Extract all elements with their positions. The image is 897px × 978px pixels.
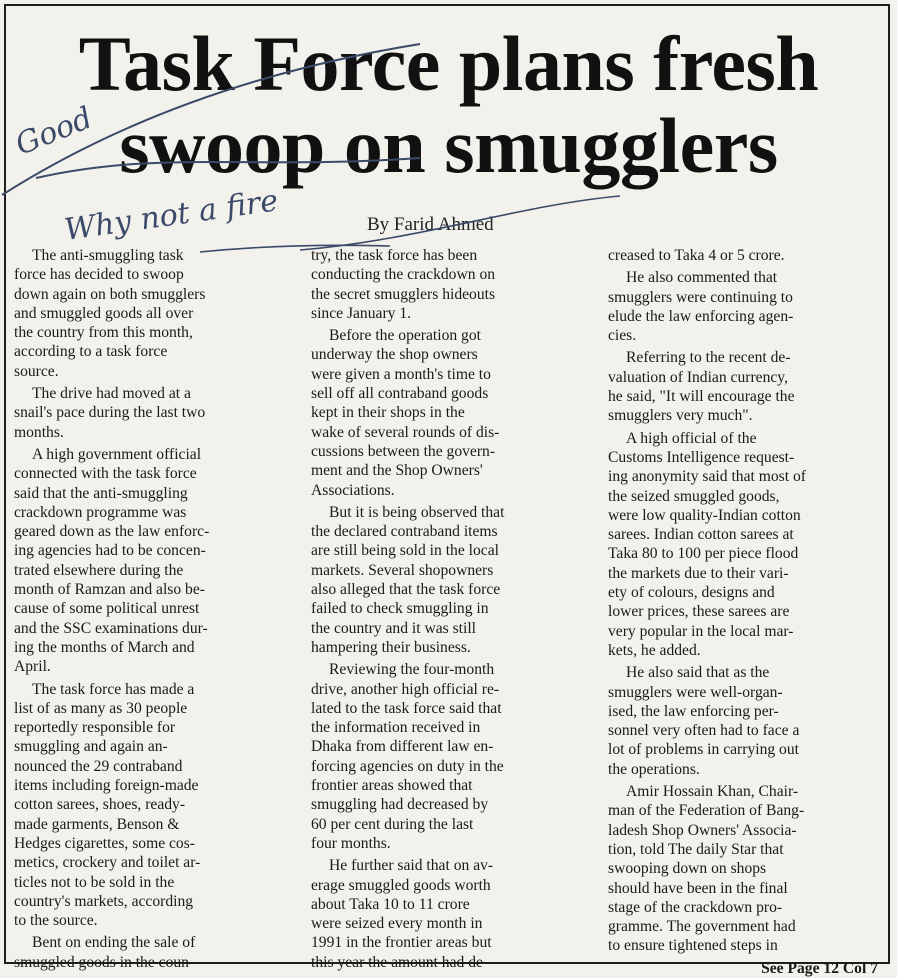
article-column-1 [14,246,294,972]
paragraph: The drive had moved at a snail's pace during the last two months. [14,385,206,441]
paragraph: Amir Hossain Khan, Chair- man of the Federation of Bang- ladesh Shop Owners' Associa- tion, told The daily Star that swooping down on shops should have been in the final stage of the crackdown pro- gramme. The government had to ensure tightened steps in [608,783,805,955]
handwritten-note-good: Good [10,100,98,163]
paragraph: Reviewing the four-month drive, another high official re- lated to the task force said that the information received in Dhaka from different law en- forcing agencies on duty in the frontier areas showed that smuggling had decreased by 60 per cent during the last four months. [311,661,504,852]
handwritten-note-why-not: Why not a fire [62,183,281,248]
article-column-3 [608,246,888,978]
paragraph: Bent on ending the sale of smuggled goods in the coun- [14,934,196,971]
byline: By Farid Ahmed [367,214,494,235]
paragraph: He also commented that smugglers were continuing to elude the law enforcing agen- cies. [608,269,794,345]
paragraph: Referring to the recent de- valuation of Indian currency, he said, "It will encourage the smugglers very much". [608,349,795,425]
paragraph: try, the task force has been conducting the crackdown on the secret smugglers hideouts since January 1. [311,247,496,322]
paragraph: The task force has made a list of as many as 30 people reportedly responsible for smuggling and again an- nounced the 29 contraband items including foreign-made cotton sarees, shoes, ready- made garments, Benson & Hedges cigarettes, some cos- metics, crockery and toilet ar- ticles not to be sold in the country's markets, according to the source. [14,680,201,930]
paragraph: The anti-smuggling task force has decided to swoop down again on both smugglers and smuggled goods all over the country from this month, according to a task force source. [14,247,206,380]
paragraph: He further said that on av- erage smuggled goods worth about Taka 10 to 11 crore were seized every month in 1991 in the frontier areas but this year the amount had de- [311,857,494,971]
paragraph: Before the operation got underway the shop owners were given a month's time to sell off all contraband goods kept in their shops in the wake of several rounds of dis- cussions between the govern- ment and the Shop Owners' Associations. [311,327,500,499]
paragraph: But it is being observed that the declared contraband items are still being sold in the local markets. Several shopowners also alleged that the task force failed to check smuggling in the country and it was still hampering their business. [311,503,505,656]
continuation-note: See Page 12 Col 7 [761,959,878,977]
headline-line-1: Task Force plans fresh [78,20,819,107]
paragraph: A high official of the Customs Intelligence request- ing anonymity said that most of the seized smuggled goods, were low quality-Indian cotton sarees. Indian cotton sarees at Taka 80 to 100 per piece flood the markets due to their vari- ety of colours, designs and lower prices, these sarees are very popular in the local mar- kets, he added. [608,429,806,659]
paragraph: He also said that as the smugglers were well-organ- ised, the law enforcing per- sonnel very often had to face a lot of problems in carrying out the operations. [608,664,800,778]
article-column-2 [311,246,591,972]
paragraph: creased to Taka 4 or 5 crore. [608,247,785,264]
paragraph: A high government official connected with the task force said that the anti-smuggling crackdown programme was geared down as the law enforc- ing agencies had to be concen- trated elsewhere during the month of Ramzan and also be- cause of some political unrest and the SSC examinations dur- ing the months of March and April. [14,445,210,676]
headline-line-2: swoop on smugglers [119,102,778,189]
